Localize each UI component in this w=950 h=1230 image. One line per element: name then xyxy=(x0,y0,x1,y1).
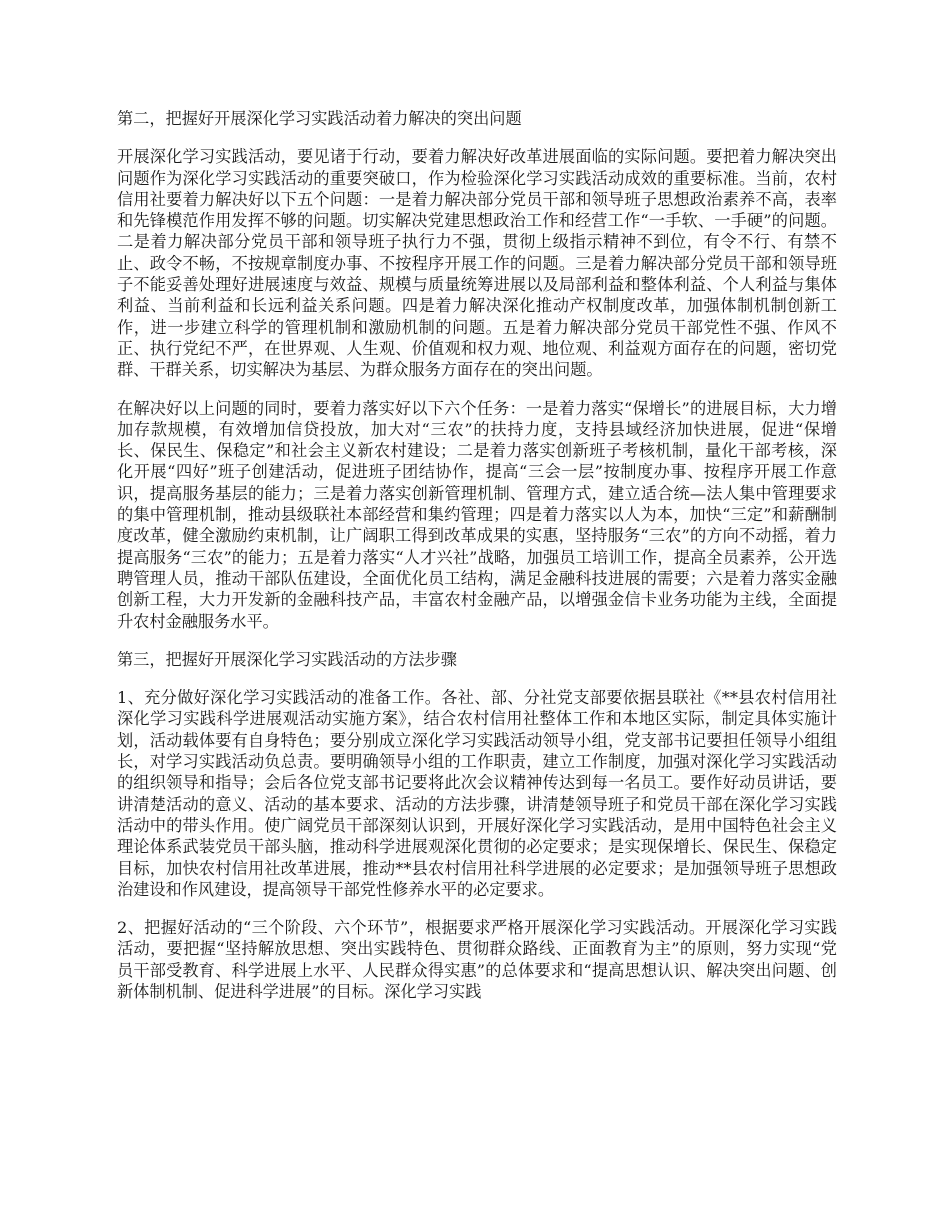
body-paragraph: 开展深化学习实践活动，要见诸于行动，要着力解决好改革进展面临的实际问题。要把着力解决突出问题作为深化学习实践活动的重要突破口，作为检验深化学习实践活动成效的重要标准。当前，农村信用社要着力解决好以下五个问题：一是着力解决部分党员干部和领导班子思想政治素养不高，表率和先锋模范作用发挥不够的问题。切实解决党建思想政治工作和经营工作“一手软、一手硬”的问题。二是着力解决部分党员干部和领导班子执行力不强，贯彻上级指示精神不到位，有令不行、有禁不止、政令不畅，不按规章制度办事、不按程序开展工作的问题。三是着力解决部分党员干部和领导班子不能妥善处理好进展速度与效益、规模与质量统筹进展以及局部利益和整体利益、个人利益与集体利益、当前利益和长远利益关系问题。四是着力解决深化推动产权制度改革，加强体制机制创新工作，进一步建立科学的管理机制和激励机制的问题。五是着力解决部分党员干部党性不强、作风不正、执行党纪不严，在世界观、人生观、价值观和权力观、地位观、利益观方面存在的问题，密切党群、干群关系，切实解决为基层、为群众服务方面存在的突出问题。 xyxy=(117,147,837,380)
section-heading-3: 第三，把握好开展深化学习实践活动的方法步骤 xyxy=(117,649,457,669)
document-body xyxy=(117,108,837,1019)
body-paragraph: 2、把握好活动的“三个阶段、六个环节”，根据要求严格开展深化学习实践活动。开展深化学习实践活动，要把握“坚持解放思想、突出实践特色、贯彻群众路线、正面教育为主”的原则，努力实现“党员干部受教育、科学进展上水平、人民群众得实惠”的总体要求和“提高思想认识、解决突出问题、创新体制机制、促进科学进展”的目标。深化学习实践 xyxy=(117,918,837,1001)
section-heading-2: 第二，把握好开展深化学习实践活动着力解决的突出问题 xyxy=(117,109,522,128)
body-paragraph: 1、充分做好深化学习实践活动的准备工作。各社、部、分社党支部要依据县联社《**县农村信用社深化学习实践科学进展观活动实施方案》，结合农村信用社整体工作和本地区实际，制定具体实施计划，活动载体要有自身特色；要分别成立深化学习实践活动领导小组，党支部书记要担任领导小组组长，对学习实践活动负总责。要明确领导小组的工作职责，建立工作制度，加强对深化学习实践活动的组织领导和指导；会后各位党支部书记要将此次会议精神传达到每一名员工。要作好动员讲话，要讲清楚活动的意义、活动的基本要求、活动的方法步骤，讲清楚领导班子和党员干部在深化学习实践活动中的带头作用。使广阔党员干部深刻认识到，开展好深化学习实践活动，是用中国特色社会主义理论体系武装党员干部头脑，推动科学进展观深化贯彻的必定要求；是实现保增长、保民生、保稳定目标，加快农村信用社改革进展，推动**县农村信用社科学进展的必定要求；是加强领导班子思想政治建设和作风建设，提高领导干部党性修养水平的必定要求。 xyxy=(117,688,837,899)
body-paragraph: 在解决好以上问题的同时，要着力落实好以下六个任务：一是着力落实“保增长”的进展目标，大力增加存款规模，有效增加信贷投放，加大对“三农”的扶持力度，支持县域经济加快进展，促进“保增长、保民生、保稳定”和社会主义新农村建设；二是着力落实创新班子考核机制，量化干部考核，深化开展“四好”班子创建活动，促进班子团结协作，提高“三会一层”按制度办事、按程序开展工作意识，提高服务基层的能力；三是着力落实创新管理机制、管理方式，建立适合统—法人集中管理要求的集中管理机制，推动县级联社本部经营和集约管理；四是着力落实以人为本，加快“三定”和薪酬制度改革，健全激励约束机制，让广阔职工得到改革成果的实惠，坚持服务“三农”的方向不动摇，着力提高服务“三农”的能力；五是着力落实“人才兴社”战略，加强员工培训工作，提高全员素养，公开选聘管理人员，推动干部队伍建设，全面优化员工结构，满足金融科技进展的需要；六是着力落实金融创新工程，大力开发新的金融科技产品，丰富农村金融产品，以增强金信卡业务功能为主线，全面提升农村金融服务水平。 xyxy=(117,398,837,631)
